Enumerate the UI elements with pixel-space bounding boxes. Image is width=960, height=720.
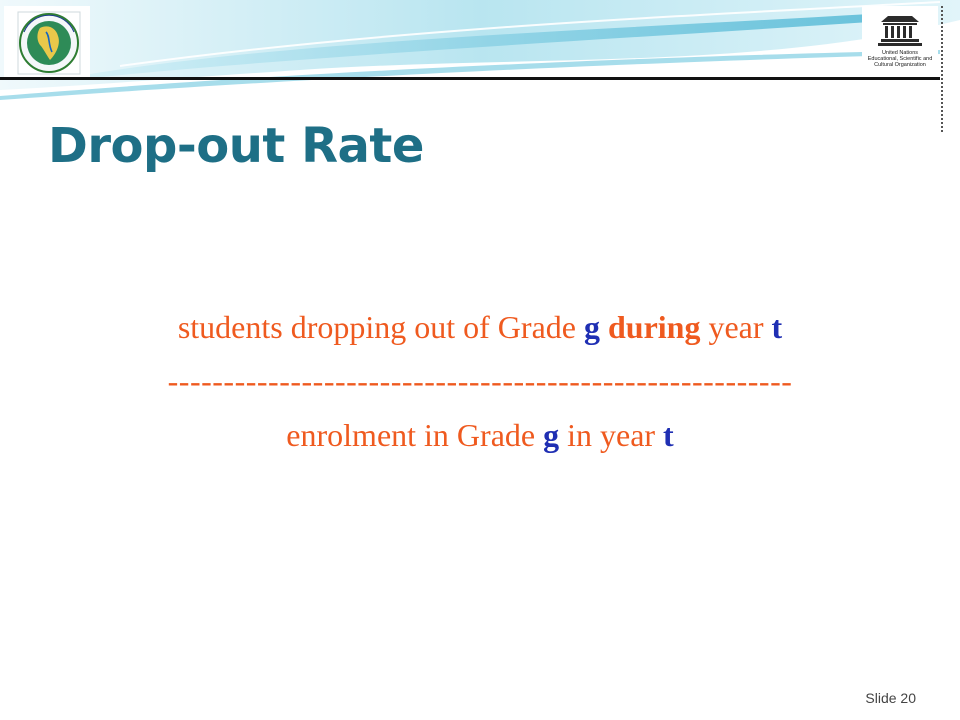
mekong-institute-logo: [4, 6, 90, 80]
unesco-name-line: Educational, Scientific and: [867, 56, 933, 62]
header-divider: [0, 77, 940, 80]
numerator-space: [600, 309, 608, 345]
denominator-text: in year: [559, 417, 664, 453]
fraction-bar: --------------------------------------------------------: [167, 363, 793, 399]
numerator-text: students dropping out of Grade: [177, 309, 584, 345]
during-emphasis: during: [607, 309, 701, 345]
slide-title: Drop-out Rate: [48, 118, 424, 174]
unesco-organization-name: [862, 50, 938, 68]
unesco-name-line: Cultural Organization: [874, 62, 926, 68]
year-variable: t: [771, 309, 783, 345]
unesco-logo: [862, 6, 938, 74]
year-variable: t: [663, 417, 674, 453]
header-swoosh: [0, 0, 960, 120]
dropout-rate-formula: [0, 300, 960, 462]
grade-variable: g: [543, 417, 560, 453]
dotted-rule: [941, 6, 943, 132]
formula-denominator: [0, 408, 960, 462]
denominator-text: enrolment in Grade: [286, 417, 544, 453]
unesco-name-line: United Nations: [881, 50, 919, 56]
grade-variable: g: [583, 309, 600, 345]
mekong-institute-logo-icon: [4, 6, 90, 80]
numerator-text: year: [700, 309, 772, 345]
formula-numerator: [0, 300, 960, 354]
unesco-temple-logo-icon: [862, 6, 938, 50]
slide-number: Slide 20: [865, 690, 916, 706]
